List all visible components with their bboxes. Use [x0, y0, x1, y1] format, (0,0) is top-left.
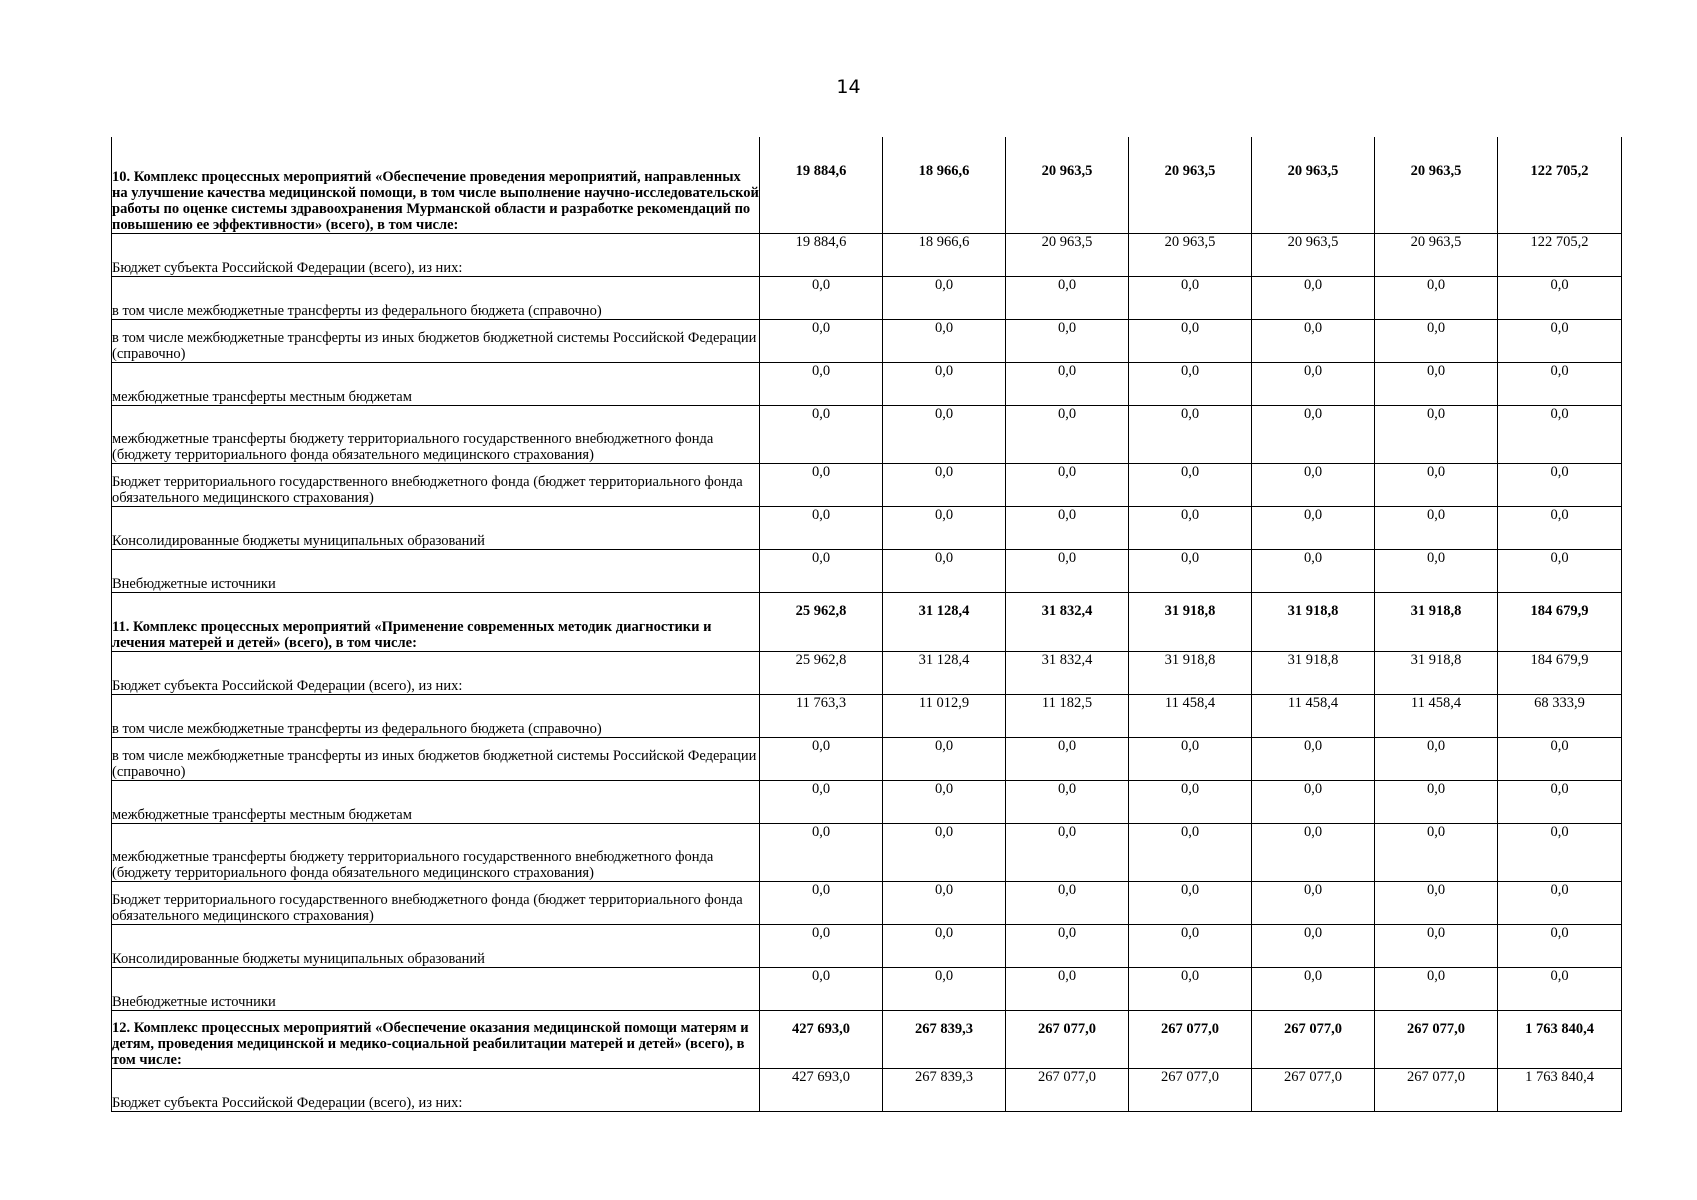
amount-cell: 0,0: [760, 780, 883, 823]
amount-cell: 0,0: [760, 967, 883, 1010]
table-row: [112, 694, 1622, 737]
amount-cell: 0,0: [1498, 405, 1622, 463]
amount-cell: 0,0: [760, 823, 883, 881]
amount-cell: 0,0: [883, 549, 1006, 592]
funding-table: [111, 137, 1622, 1112]
amount-cell: 20 963,5: [1129, 233, 1252, 276]
amount-cell: 0,0: [1498, 463, 1622, 506]
row-label: Внебюджетные источники: [112, 967, 760, 1010]
amount-cell: 0,0: [1006, 405, 1129, 463]
amount-cell: 0,0: [1129, 549, 1252, 592]
row-label: Бюджет субъекта Российской Федерации (всего), из них:: [112, 651, 760, 694]
amount-cell: 11 458,4: [1375, 694, 1498, 737]
amount-cell: 11 763,3: [760, 694, 883, 737]
amount-cell: 31 918,8: [1129, 651, 1252, 694]
amount-cell: 0,0: [1129, 924, 1252, 967]
table-row: [112, 1068, 1622, 1111]
table-row: [112, 362, 1622, 405]
amount-cell: 267 077,0: [1375, 1068, 1498, 1111]
row-label: в том числе межбюджетные трансферты из федерального бюджета (справочно): [112, 276, 760, 319]
amount-cell: 0,0: [1252, 362, 1375, 405]
amount-cell: 0,0: [1006, 319, 1129, 362]
amount-cell: 0,0: [760, 463, 883, 506]
amount-cell: 0,0: [1375, 823, 1498, 881]
amount-cell: 0,0: [883, 967, 1006, 1010]
amount-cell: 31 918,8: [1129, 592, 1252, 651]
amount-cell: 11 012,9: [883, 694, 1006, 737]
amount-cell: 68 333,9: [1498, 694, 1622, 737]
amount-cell: 0,0: [1129, 506, 1252, 549]
amount-cell: 20 963,5: [1252, 233, 1375, 276]
amount-cell: 0,0: [883, 823, 1006, 881]
amount-cell: 0,0: [760, 319, 883, 362]
amount-cell: 31 918,8: [1252, 651, 1375, 694]
amount-cell: 267 077,0: [1006, 1010, 1129, 1068]
table-row: [112, 737, 1622, 780]
amount-cell: 0,0: [760, 362, 883, 405]
amount-cell: 0,0: [883, 463, 1006, 506]
amount-cell: 0,0: [1375, 276, 1498, 319]
amount-cell: 267 077,0: [1252, 1068, 1375, 1111]
amount-cell: 0,0: [1006, 823, 1129, 881]
amount-cell: 0,0: [1252, 319, 1375, 362]
table-row: [112, 319, 1622, 362]
amount-cell: 0,0: [1498, 276, 1622, 319]
amount-cell: 20 963,5: [1375, 137, 1498, 233]
amount-cell: 0,0: [1006, 506, 1129, 549]
table-row-section-header: [112, 137, 1622, 233]
row-label: Внебюджетные источники: [112, 549, 760, 592]
amount-cell: 0,0: [1375, 463, 1498, 506]
row-label: межбюджетные трансферты бюджету территориального государственного внебюджетного фонда (бюджету территориального фонда обязательного медицинского страхования): [112, 823, 760, 881]
amount-cell: 0,0: [1006, 549, 1129, 592]
amount-cell: 0,0: [883, 881, 1006, 924]
amount-cell: 0,0: [1375, 881, 1498, 924]
amount-cell: 0,0: [1252, 823, 1375, 881]
row-label: 10. Комплекс процессных мероприятий «Обеспечение проведения мероприятий, направленных на улучшение качества медицинской помощи, в том числе выполнение научно-исследовательской работы по оценке системы здравоохранения Мурманской области и разработке рекомендаций по повышению ее эффективности» (всего), в том числе:: [112, 137, 760, 233]
table-row: [112, 780, 1622, 823]
amount-cell: 0,0: [1498, 780, 1622, 823]
row-label: Бюджет территориального государственного внебюджетного фонда (бюджет территориального фонда обязательного медицинского страхования): [112, 881, 760, 924]
amount-cell: 0,0: [760, 549, 883, 592]
table-row: [112, 405, 1622, 463]
row-label: в том числе межбюджетные трансферты из иных бюджетов бюджетной системы Российской Федерации (справочно): [112, 737, 760, 780]
amount-cell: 31 832,4: [1006, 592, 1129, 651]
amount-cell: 0,0: [1498, 967, 1622, 1010]
amount-cell: 0,0: [1252, 780, 1375, 823]
amount-cell: 0,0: [1006, 881, 1129, 924]
amount-cell: 0,0: [1129, 405, 1252, 463]
amount-cell: 267 077,0: [1375, 1010, 1498, 1068]
amount-cell: 122 705,2: [1498, 137, 1622, 233]
table-row-section-header: [112, 592, 1622, 651]
amount-cell: 19 884,6: [760, 137, 883, 233]
amount-cell: 20 963,5: [1252, 137, 1375, 233]
amount-cell: 31 918,8: [1375, 592, 1498, 651]
page-number: 14: [836, 76, 861, 98]
amount-cell: 0,0: [1375, 319, 1498, 362]
amount-cell: 0,0: [1375, 967, 1498, 1010]
amount-cell: 0,0: [760, 737, 883, 780]
amount-cell: 11 458,4: [1129, 694, 1252, 737]
table-row: [112, 651, 1622, 694]
amount-cell: 267 077,0: [1129, 1068, 1252, 1111]
amount-cell: 20 963,5: [1006, 233, 1129, 276]
amount-cell: 0,0: [1129, 967, 1252, 1010]
amount-cell: 0,0: [1252, 967, 1375, 1010]
row-label: Консолидированные бюджеты муниципальных образований: [112, 506, 760, 549]
amount-cell: 0,0: [1006, 737, 1129, 780]
amount-cell: 0,0: [1006, 967, 1129, 1010]
amount-cell: 267 077,0: [1129, 1010, 1252, 1068]
funding-table-body: [112, 137, 1622, 1111]
amount-cell: 0,0: [1129, 362, 1252, 405]
amount-cell: 427 693,0: [760, 1068, 883, 1111]
amount-cell: 0,0: [1375, 362, 1498, 405]
amount-cell: 0,0: [883, 276, 1006, 319]
row-label: Консолидированные бюджеты муниципальных образований: [112, 924, 760, 967]
row-label: Бюджет субъекта Российской Федерации (всего), из них:: [112, 1068, 760, 1111]
amount-cell: 25 962,8: [760, 651, 883, 694]
amount-cell: 267 839,3: [883, 1010, 1006, 1068]
amount-cell: 0,0: [1375, 924, 1498, 967]
amount-cell: 0,0: [1006, 924, 1129, 967]
amount-cell: 0,0: [760, 276, 883, 319]
amount-cell: 0,0: [883, 737, 1006, 780]
amount-cell: 267 077,0: [1252, 1010, 1375, 1068]
amount-cell: 20 963,5: [1375, 233, 1498, 276]
amount-cell: 1 763 840,4: [1498, 1068, 1622, 1111]
amount-cell: 0,0: [1252, 405, 1375, 463]
amount-cell: 0,0: [1252, 881, 1375, 924]
amount-cell: 0,0: [1375, 549, 1498, 592]
amount-cell: 184 679,9: [1498, 651, 1622, 694]
row-label: 11. Комплекс процессных мероприятий «Применение современных методик диагностики и лечения матерей и детей» (всего), в том числе:: [112, 592, 760, 651]
amount-cell: 0,0: [1498, 924, 1622, 967]
table-row: [112, 549, 1622, 592]
amount-cell: 31 918,8: [1252, 592, 1375, 651]
amount-cell: 0,0: [1129, 276, 1252, 319]
amount-cell: 0,0: [1129, 881, 1252, 924]
row-label: Бюджет территориального государственного внебюджетного фонда (бюджет территориального фонда обязательного медицинского страхования): [112, 463, 760, 506]
amount-cell: 31 128,4: [883, 651, 1006, 694]
amount-cell: 0,0: [1129, 737, 1252, 780]
amount-cell: 0,0: [1498, 506, 1622, 549]
amount-cell: 0,0: [883, 405, 1006, 463]
amount-cell: 20 963,5: [1129, 137, 1252, 233]
amount-cell: 0,0: [1498, 823, 1622, 881]
amount-cell: 0,0: [1006, 362, 1129, 405]
amount-cell: 31 128,4: [883, 592, 1006, 651]
amount-cell: 20 963,5: [1006, 137, 1129, 233]
amount-cell: 31 832,4: [1006, 651, 1129, 694]
amount-cell: 0,0: [883, 780, 1006, 823]
row-label: в том числе межбюджетные трансферты из федерального бюджета (справочно): [112, 694, 760, 737]
amount-cell: 0,0: [883, 924, 1006, 967]
row-label: 12. Комплекс процессных мероприятий «Обеспечение оказания медицинской помощи матерям и детям, проведения медицинской и медико-социальной реабилитации матерей и детей» (всего), в том числе:: [112, 1010, 760, 1068]
table-row: [112, 924, 1622, 967]
amount-cell: 0,0: [1006, 780, 1129, 823]
amount-cell: 0,0: [1498, 319, 1622, 362]
table-row: [112, 463, 1622, 506]
amount-cell: 0,0: [1498, 737, 1622, 780]
amount-cell: 0,0: [1252, 924, 1375, 967]
table-row: [112, 276, 1622, 319]
amount-cell: 18 966,6: [883, 137, 1006, 233]
amount-cell: 0,0: [1006, 276, 1129, 319]
amount-cell: 0,0: [1129, 823, 1252, 881]
amount-cell: 0,0: [1498, 549, 1622, 592]
amount-cell: 11 182,5: [1006, 694, 1129, 737]
table-row: [112, 506, 1622, 549]
amount-cell: 0,0: [1006, 463, 1129, 506]
amount-cell: 31 918,8: [1375, 651, 1498, 694]
amount-cell: 267 839,3: [883, 1068, 1006, 1111]
amount-cell: 0,0: [1252, 463, 1375, 506]
amount-cell: 0,0: [760, 405, 883, 463]
amount-cell: 0,0: [1498, 362, 1622, 405]
amount-cell: 0,0: [1129, 319, 1252, 362]
table-row: [112, 967, 1622, 1010]
amount-cell: 0,0: [1375, 405, 1498, 463]
amount-cell: 18 966,6: [883, 233, 1006, 276]
amount-cell: 19 884,6: [760, 233, 883, 276]
table-row-section-header: [112, 1010, 1622, 1068]
amount-cell: 0,0: [1252, 737, 1375, 780]
row-label: в том числе межбюджетные трансферты из иных бюджетов бюджетной системы Российской Федерации (справочно): [112, 319, 760, 362]
amount-cell: 0,0: [1252, 549, 1375, 592]
amount-cell: 0,0: [760, 881, 883, 924]
amount-cell: 184 679,9: [1498, 592, 1622, 651]
amount-cell: 0,0: [883, 362, 1006, 405]
amount-cell: 0,0: [883, 506, 1006, 549]
amount-cell: 0,0: [1252, 506, 1375, 549]
amount-cell: 122 705,2: [1498, 233, 1622, 276]
amount-cell: 0,0: [1375, 506, 1498, 549]
amount-cell: 0,0: [1375, 737, 1498, 780]
amount-cell: 0,0: [1375, 780, 1498, 823]
amount-cell: 0,0: [760, 924, 883, 967]
amount-cell: 267 077,0: [1006, 1068, 1129, 1111]
table-row: [112, 881, 1622, 924]
amount-cell: 0,0: [883, 319, 1006, 362]
amount-cell: 1 763 840,4: [1498, 1010, 1622, 1068]
table-row: [112, 233, 1622, 276]
amount-cell: 0,0: [1129, 463, 1252, 506]
row-label: Бюджет субъекта Российской Федерации (всего), из них:: [112, 233, 760, 276]
amount-cell: 25 962,8: [760, 592, 883, 651]
row-label: межбюджетные трансферты местным бюджетам: [112, 362, 760, 405]
row-label: межбюджетные трансферты местным бюджетам: [112, 780, 760, 823]
amount-cell: 0,0: [1252, 276, 1375, 319]
amount-cell: 0,0: [1498, 881, 1622, 924]
amount-cell: 0,0: [760, 506, 883, 549]
table-row: [112, 823, 1622, 881]
amount-cell: 11 458,4: [1252, 694, 1375, 737]
amount-cell: 427 693,0: [760, 1010, 883, 1068]
row-label: межбюджетные трансферты бюджету территориального государственного внебюджетного фонда (бюджету территориального фонда обязательного медицинского страхования): [112, 405, 760, 463]
amount-cell: 0,0: [1129, 780, 1252, 823]
